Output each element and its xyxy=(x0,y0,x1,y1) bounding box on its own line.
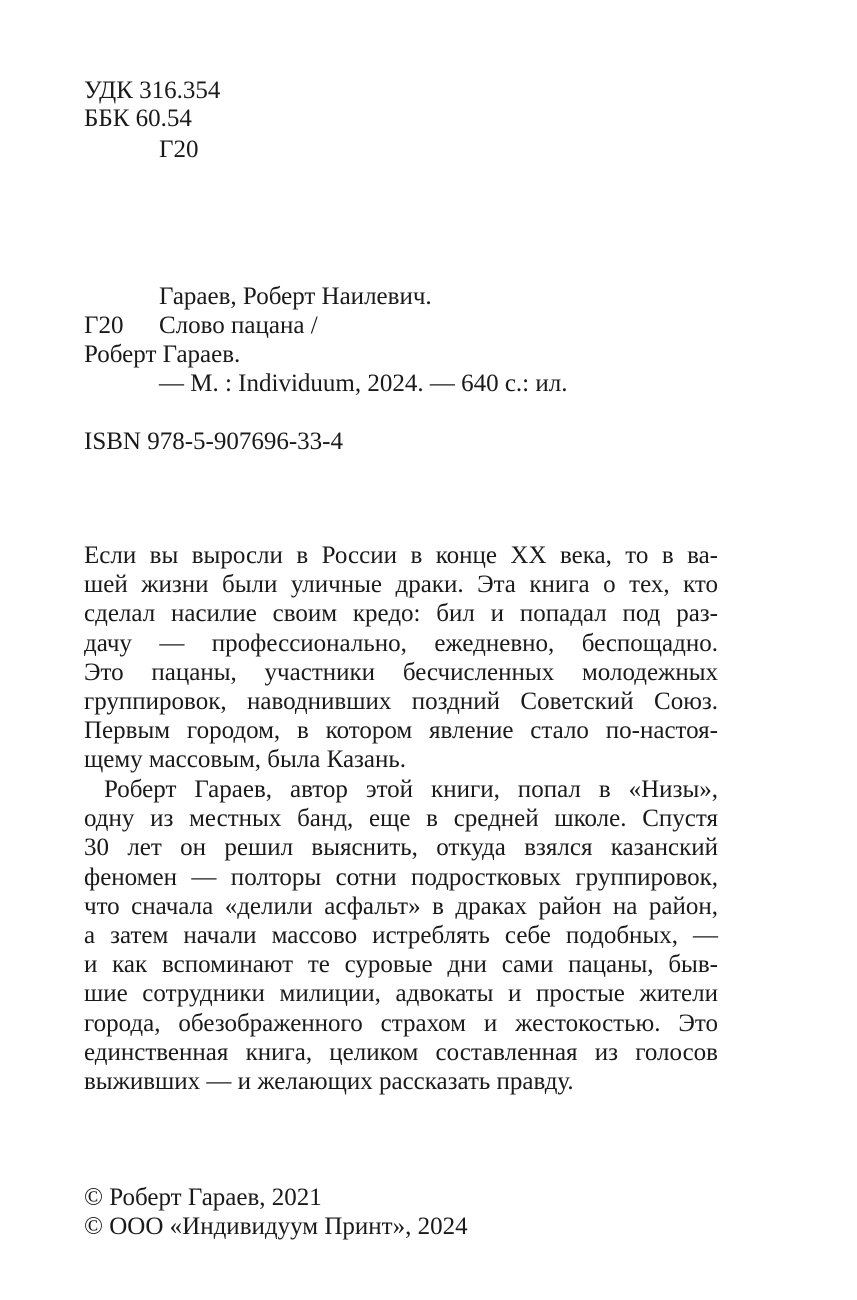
annotation-line: единственная книга, целиком составленная из голосов xyxy=(84,1038,718,1066)
annotation-line: 30 лет он решил выяснить, откуда взялся казанский xyxy=(84,834,718,862)
annotation-line: сделал насилие своим кредо: бил и попадал под раз- xyxy=(84,600,718,628)
annotation-line: Если вы выросли в России в конце XX века, то в ва- xyxy=(84,542,718,569)
annotation-paragraph-2 xyxy=(84,775,718,1096)
annotation-line: что сначала «делили асфальт» в драках район на район, xyxy=(84,892,718,920)
annotation-line: а затем начали массово истреблять себе подобных, — xyxy=(84,921,718,949)
catalog-imprint: — М. : Individuum, 2024. — 640 с.: ил. xyxy=(159,370,568,397)
annotation-line: выживших — и желающих рассказать правду. xyxy=(84,1067,574,1095)
annotation-line: Первым городом, в котором явление стало по-настоя- xyxy=(84,717,718,745)
catalog-author: Гараев, Роберт Наилевич. xyxy=(159,283,432,310)
catalog-responsibility: Роберт Гараев. xyxy=(84,341,241,368)
udk-index: УДК 316.354 xyxy=(84,77,221,104)
annotation-line: и как вспоминают те суровые дни сами пацаны, быв- xyxy=(84,951,718,979)
annotation-line: одну из местных банд, еще в средней школе. Спустя xyxy=(84,805,718,833)
annotation-line: феномен — полторы сотни подростковых группировок, xyxy=(84,863,718,891)
catalog-title: Слово пацана / xyxy=(159,312,318,339)
isbn: ISBN 978-5-907696-33-4 xyxy=(84,428,344,455)
annotation-line: шей жизни были уличные драки. Эта книга о тех, кто xyxy=(84,571,718,599)
copyright-author: © Роберт Гараев, 2021 xyxy=(84,1184,322,1211)
annotation-line: шие сотрудники милиции, адвокаты и простые жители xyxy=(84,980,718,1008)
annotation-line: щему массовым, была Казань. xyxy=(84,746,407,774)
annotation-line: города, обезображенного страхом и жестокостью. Это xyxy=(84,1009,718,1037)
annotation-line: Это пацаны, участники бесчисленных молодежных xyxy=(84,658,718,686)
annotation-line: дачу — профессионально, ежедневно, беспощадно. xyxy=(84,629,718,657)
annotation-line: Роберт Гараев, автор этой книги, попал в «Низы», xyxy=(104,776,718,803)
catalog-mark: Г20 xyxy=(84,312,124,339)
annotation-paragraph-1 xyxy=(84,541,718,775)
annotation-line: группировок, наводнивших поздний Советский Союз. xyxy=(84,687,718,715)
copyright-publisher: © ООО «Индивидуум Принт», 2024 xyxy=(84,1213,468,1240)
author-mark: Г20 xyxy=(159,136,199,163)
bbk-index: ББК 60.54 xyxy=(84,105,192,132)
